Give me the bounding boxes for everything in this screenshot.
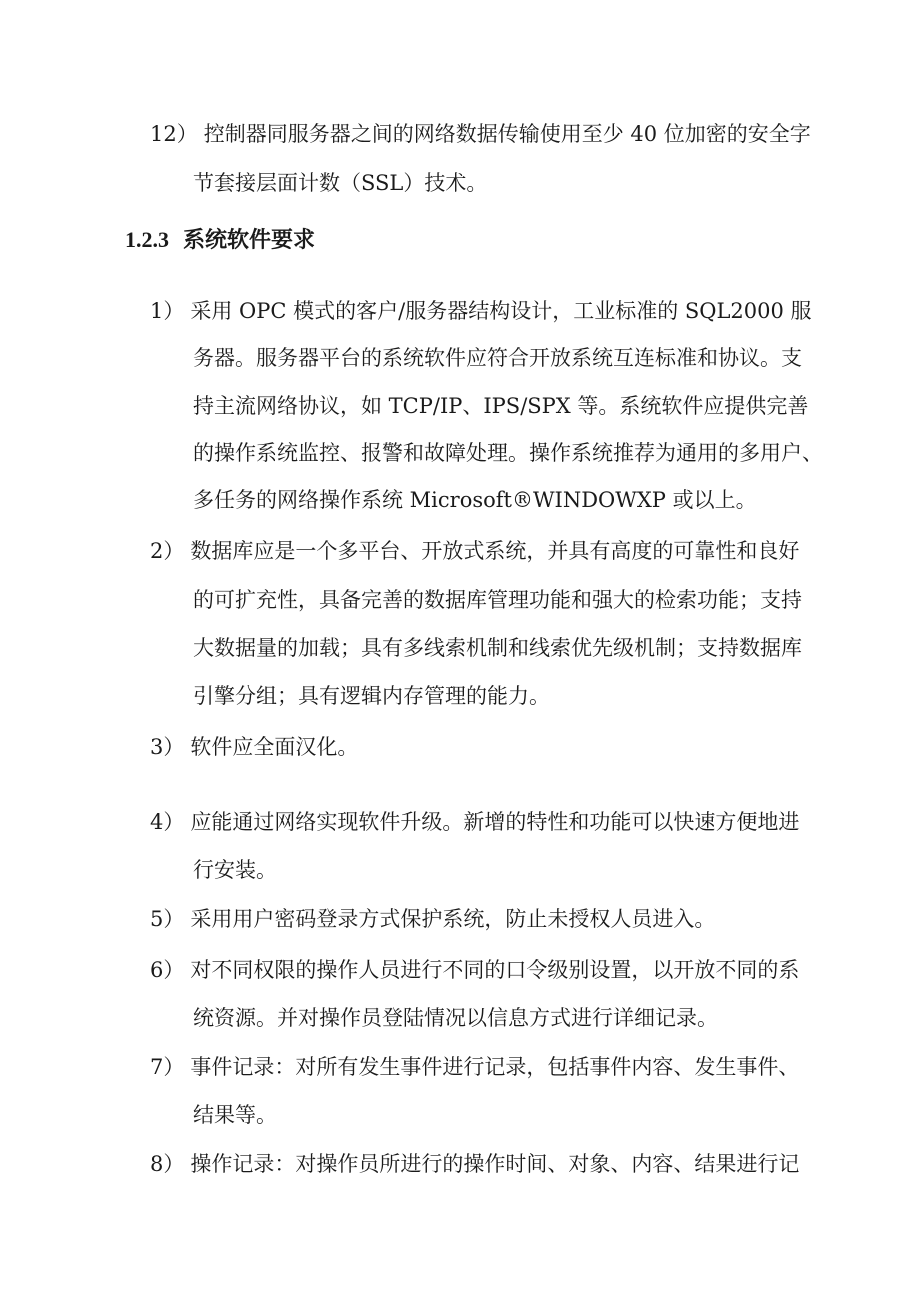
item-text: 引擎分组；具有逻辑内存管理的能力。: [193, 684, 550, 708]
item-text: 结果等。: [193, 1103, 277, 1127]
section-number: 1.2.3: [125, 227, 169, 252]
item-label: 1）: [150, 299, 185, 323]
item-text: 大数据量的加载；具有多线索机制和线索优先级机制；支持数据库: [193, 636, 802, 660]
item-text: 控制器同服务器之间的网络数据传输使用至少 40 位加密的安全字: [203, 122, 811, 146]
item-label: 7）: [150, 1055, 185, 1079]
item-6-line-2: [193, 1003, 718, 1033]
item-12-line-1: [150, 119, 811, 149]
item-text: 事件记录：对所有发生事件进行记录，包括事件内容、发生事件、: [190, 1055, 800, 1079]
item-label: 8）: [150, 1152, 185, 1176]
section-heading: [125, 225, 315, 255]
item-12-line-2: [193, 168, 487, 198]
item-label: 6）: [150, 958, 185, 982]
item-6-line-1: [150, 955, 799, 985]
item-text: 多任务的网络操作系统 Microsoft®WINDOWXP 或以上。: [193, 488, 757, 512]
item-2-line-2: [193, 585, 802, 615]
item-text: 行安装。: [193, 858, 277, 882]
item-text: 的操作系统监控、报警和故障处理。操作系统推荐为通用的多用户、: [193, 441, 823, 465]
item-8-line-1: [150, 1149, 799, 1179]
item-7-line-2: [193, 1100, 277, 1130]
item-1-line-4: [193, 438, 823, 468]
item-label: 3）: [150, 735, 185, 759]
item-text: 操作记录：对操作员所进行的操作时间、对象、内容、结果进行记: [190, 1152, 800, 1176]
item-text: 采用 OPC 模式的客户/服务器结构设计，工业标准的 SQL2000 服: [190, 299, 812, 323]
item-label: 12）: [150, 122, 198, 146]
item-text: 对不同权限的操作人员进行不同的口令级别设置，以开放不同的系: [190, 958, 800, 982]
item-text: 数据库应是一个多平台、开放式系统，并具有高度的可靠性和良好: [190, 539, 800, 563]
item-2-line-3: [193, 633, 802, 663]
item-text: 务器。服务器平台的系统软件应符合开放系统互连标准和协议。支: [193, 346, 802, 370]
item-text: 采用用户密码登录方式保护系统，防止未授权人员进入。: [190, 907, 716, 931]
item-label: 4）: [150, 810, 185, 834]
item-4-line-2: [193, 855, 277, 885]
item-7-line-1: [150, 1052, 799, 1082]
item-text: 应能通过网络实现软件升级。新增的特性和功能可以快速方便地进: [190, 810, 800, 834]
item-5-line-1: [150, 904, 715, 934]
section-title: 系统软件要求: [183, 227, 316, 253]
item-text: 软件应全面汉化。: [190, 735, 359, 759]
item-4-line-1: [150, 807, 799, 837]
item-1-line-2: [193, 343, 802, 373]
item-text: 统资源。并对操作员登陆情况以信息方式进行详细记录。: [193, 1006, 718, 1030]
item-1-line-3: [193, 391, 808, 421]
item-3-line-1: [150, 732, 358, 762]
item-2-line-4: [193, 681, 550, 711]
item-1-line-5: [193, 485, 757, 515]
item-label: 2）: [150, 539, 185, 563]
item-2-line-1: [150, 536, 799, 566]
item-text: 节套接层面计数（SSL）技术。: [193, 171, 488, 195]
item-label: 5）: [150, 907, 185, 931]
item-text: 的可扩充性，具备完善的数据库管理功能和强大的检索功能；支持: [193, 588, 802, 612]
item-text: 持主流网络协议，如 TCP/IP、IPS/SPX 等。系统软件应提供完善: [193, 394, 809, 418]
item-1-line-1: [150, 296, 812, 326]
